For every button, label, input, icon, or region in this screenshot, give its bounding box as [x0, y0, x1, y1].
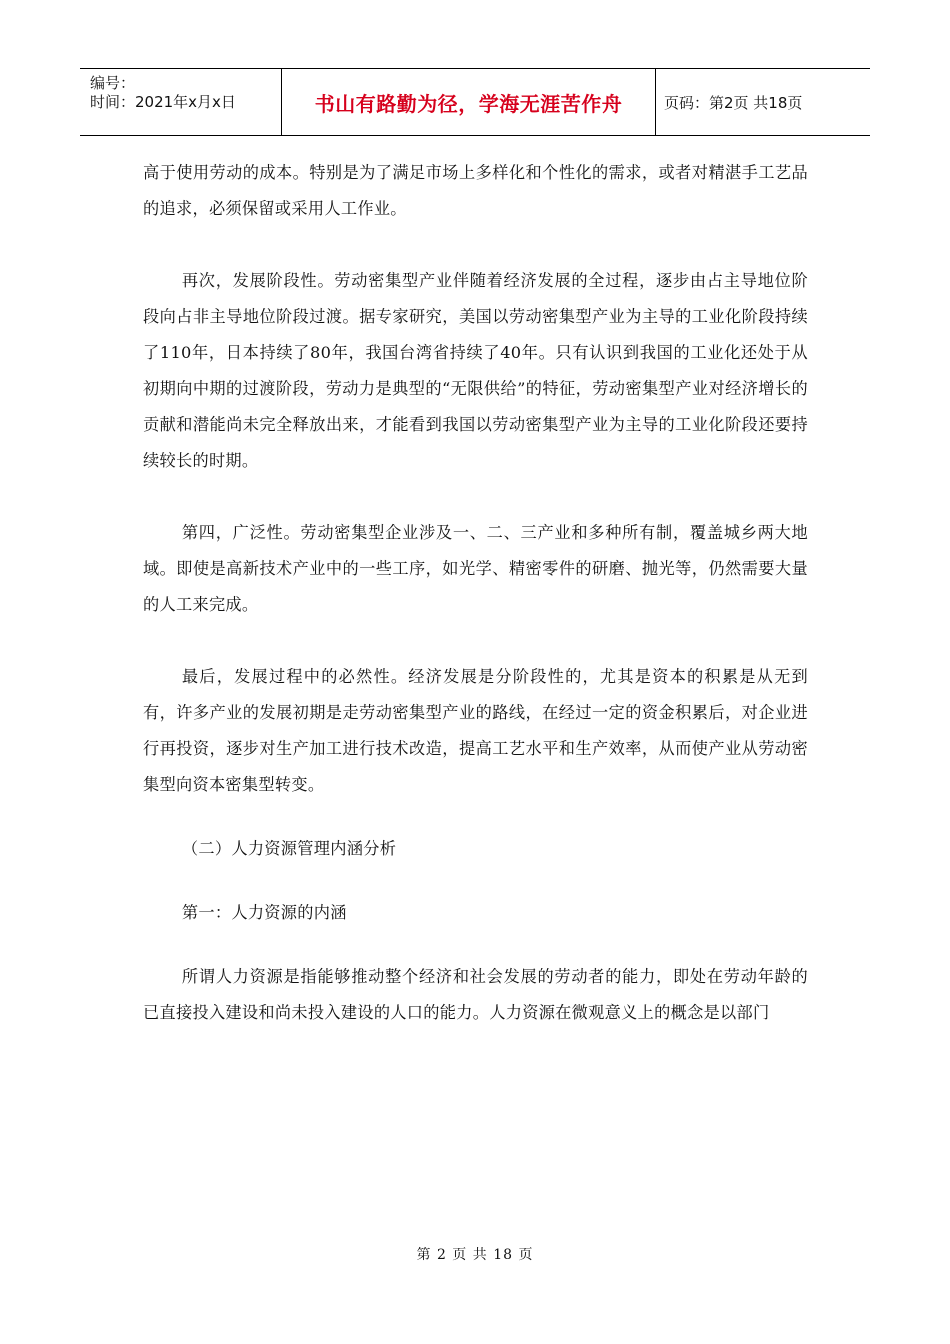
document-number-label: 编号：: [90, 74, 136, 92]
document-date: 时间：2021年x月x日: [90, 93, 236, 111]
document-body: [143, 155, 808, 1031]
section-heading: （二）人力资源管理内涵分析: [181, 839, 397, 858]
paragraph-hr-definition: 所谓人力资源是指能够推动整个经济和社会发展的劳动者的能力，即处在劳动年龄的已直接投入建设和尚未投入建设的人口的能力。人力资源在微观意义上的概念是以部门: [143, 967, 808, 1022]
header-motto-cell: [282, 69, 656, 135]
subsection-heading: 第一：人力资源的内涵: [181, 903, 347, 922]
header-motto: 书山有路勤为径，学海无涯苦作舟: [314, 91, 623, 116]
paragraph-stage: 再次，发展阶段性。劳动密集型产业伴随着经济发展的全过程，逐步由占主导地位阶段向占非主导地位阶段过渡。据专家研究，美国以劳动密集型产业为主导的工业化阶段持续了110年，日本持续了80年，我国台湾省持续了40年。只有认识到我国的工业化还处于从初期向中期的过渡阶段，劳动力是典型的“无限供给”的特征，劳动密集型产业对经济增长的贡献和潜能尚未完全释放出来，才能看到我国以劳动密集型产业为主导的工业化阶段还要持续较长的时期。: [143, 271, 808, 470]
header-meta-cell: [80, 69, 282, 135]
page-header: [80, 68, 870, 136]
page-footer: 第 2 页 共 18 页: [416, 1247, 534, 1263]
header-page-code: 页码：第2页 共18页: [664, 93, 803, 112]
paragraph-continued: 高于使用劳动的成本。特别是为了满足市场上多样化和个性化的需求，或者对精湛手工艺品的追求，必须保留或采用人工作业。: [143, 163, 808, 218]
paragraph-necessity: 最后，发展过程中的必然性。经济发展是分阶段性的，尤其是资本的积累是从无到有，许多产业的发展初期是走劳动密集型产业的路线，在经过一定的资金积累后，对企业进行再投资，逐步对生产加工进行技术改造，提高工艺水平和生产效率，从而使产业从劳动密集型向资本密集型转变。: [143, 667, 808, 794]
paragraph-breadth: 第四，广泛性。劳动密集型企业涉及一、二、三产业和多种所有制，覆盖城乡两大地域。即使是高新技术产业中的一些工序，如光学、精密零件的研磨、抛光等，仍然需要大量的人工来完成。: [143, 523, 808, 614]
header-page-code-cell: [656, 69, 870, 135]
